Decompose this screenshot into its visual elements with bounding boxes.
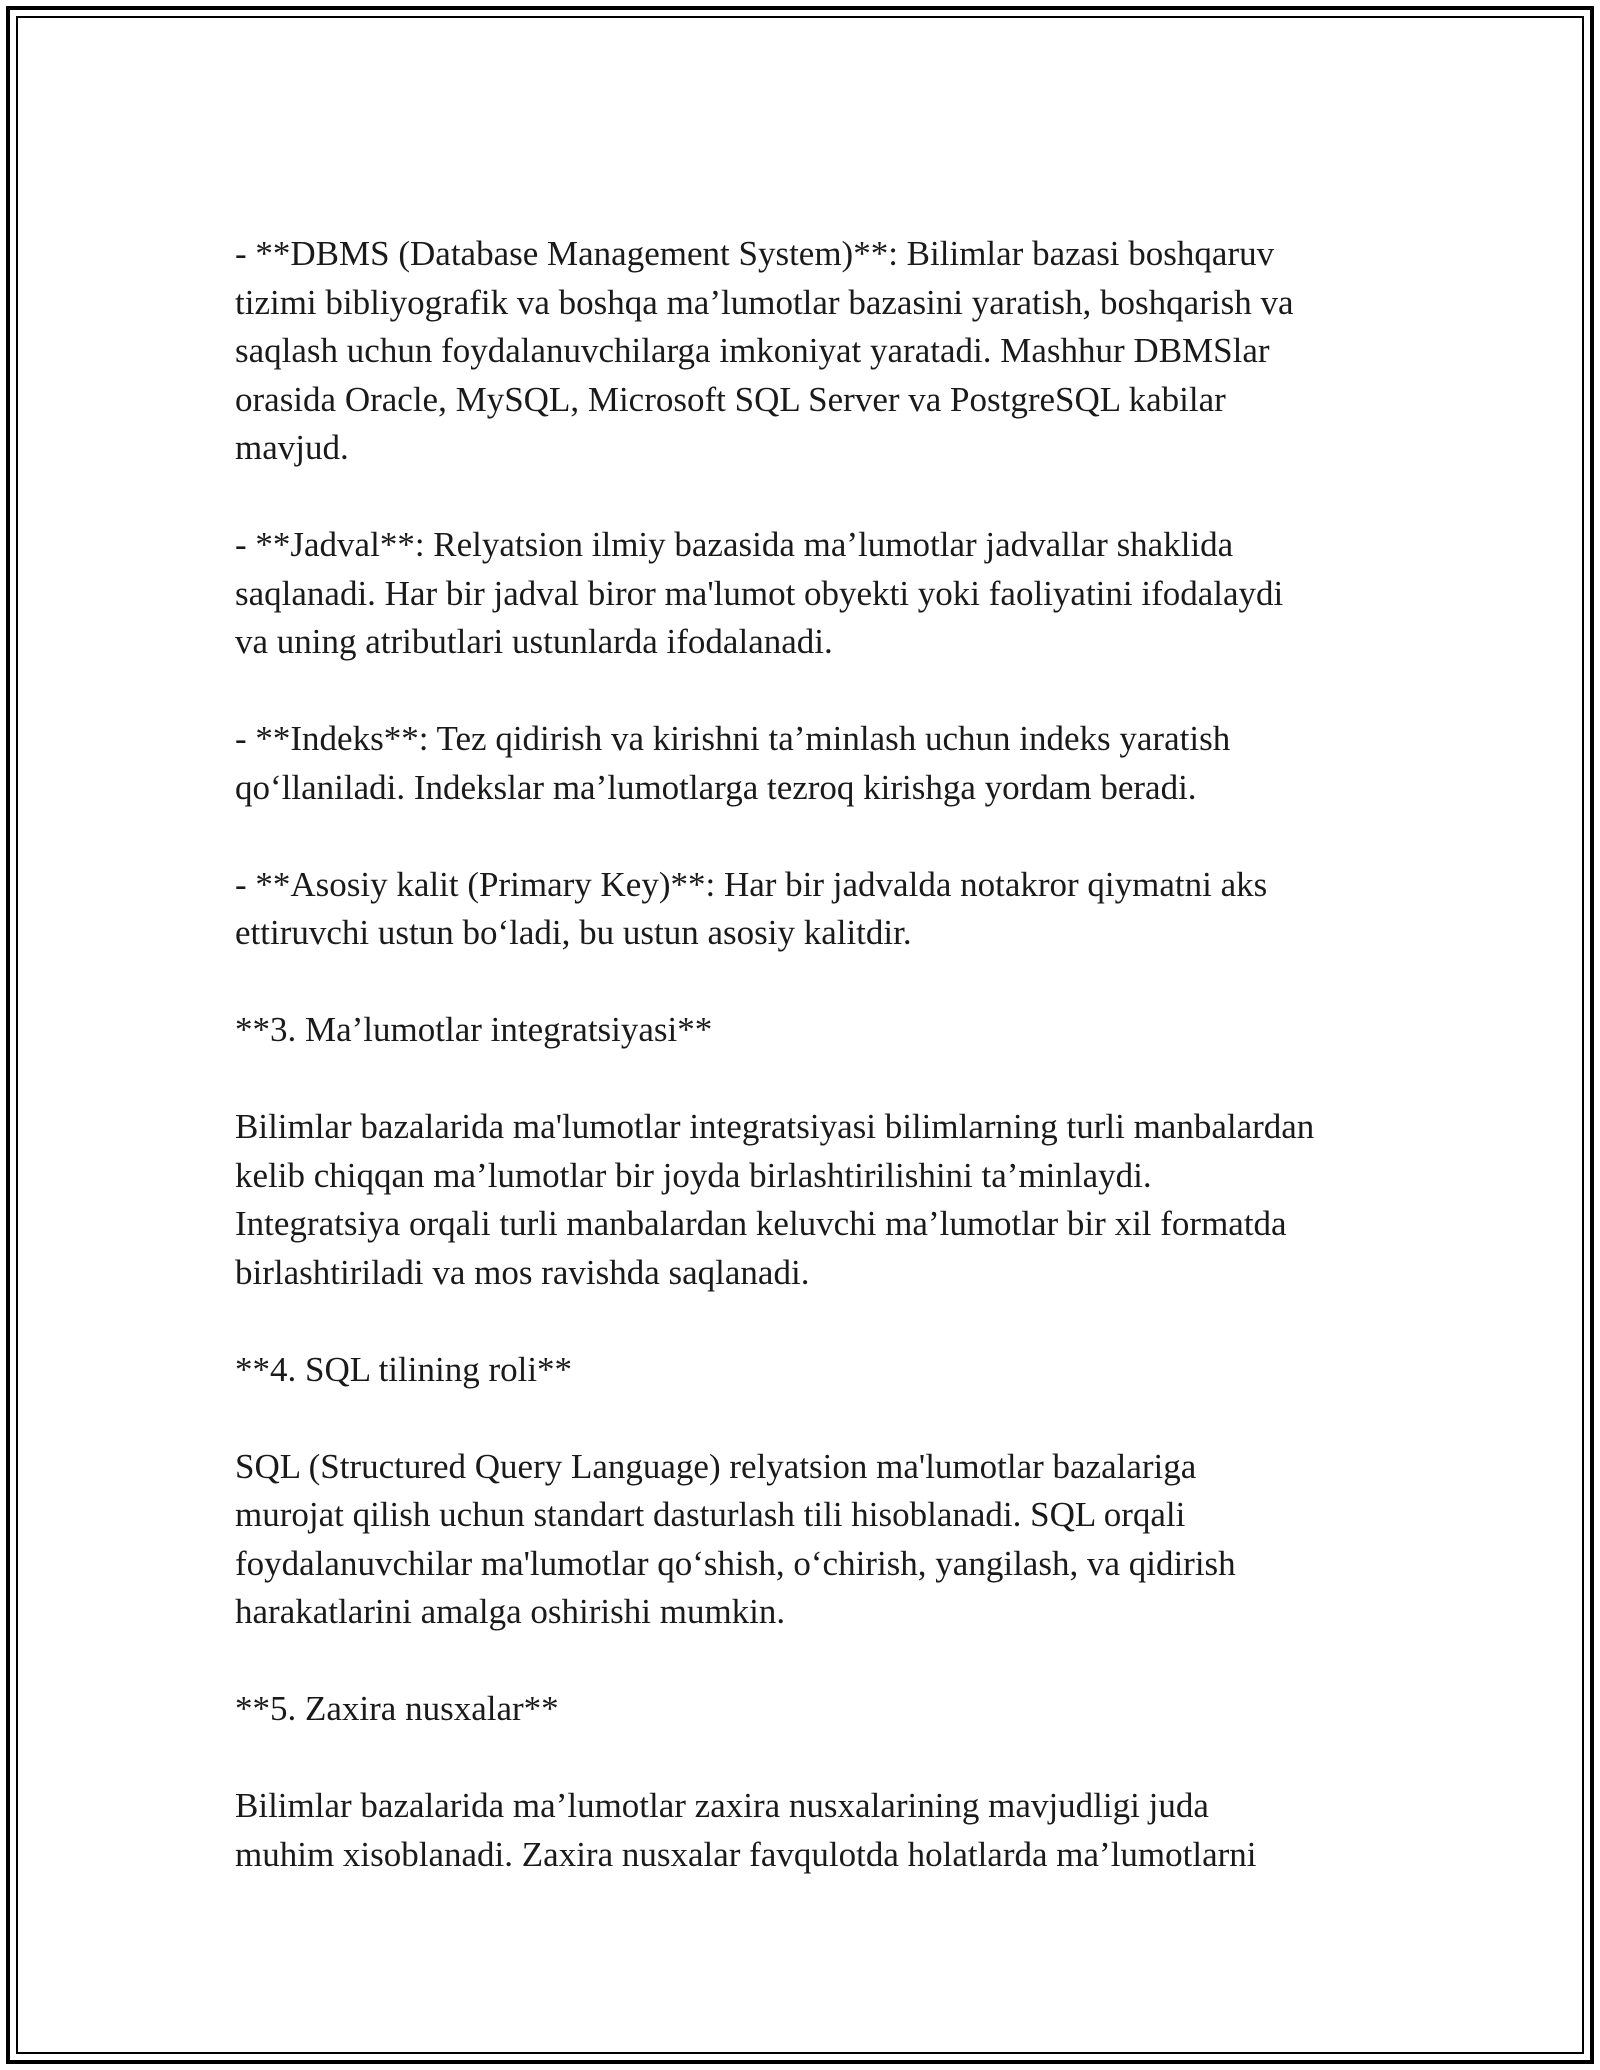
text-line: harakatlarini amalga oshirishi mumkin. <box>235 1592 786 1631</box>
text-line: saqlash uchun foydalanuvchilarga imkoniyat yaratadi. Mashhur DBMSlar <box>235 331 1270 370</box>
text-line: orasida Oracle, MySQL, Microsoft SQL Server va PostgreSQL kabilar <box>235 379 1226 419</box>
section-heading-backup <box>235 1685 1385 1734</box>
text-line: foydalanuvchilar ma'lumotlar qo‘shish, o‘chirish, yangilash, va qidirish <box>235 1543 1236 1583</box>
heading-line: **4. SQL tilining roli** <box>235 1349 573 1389</box>
text-line: tizimi bibliyografik va boshqa ma’lumotlar bazasini yaratish, boshqarish va <box>235 282 1294 322</box>
text-line: qo‘llaniladi. Indekslar ma’lumotlarga tezroq kirishga yordam beradi. <box>235 767 1197 807</box>
text-line: Bilimlar bazalarida ma'lumotlar integratsiyasi bilimlarning turli manbalardan <box>235 1107 1315 1146</box>
paragraph-backup <box>235 1782 1385 1879</box>
text-line: - **Indeks**: Tez qidirish va kirishni ta’minlash uchun indeks yaratish <box>235 719 1231 758</box>
text-line: SQL (Structured Query Language) relyatsion ma'lumotlar bazalariga <box>235 1446 1197 1486</box>
paragraph-dbms <box>235 230 1385 473</box>
text-line: ettiruvchi ustun bo‘ladi, bu ustun asosiy kalitdir. <box>235 913 912 952</box>
section-heading-sql <box>235 1346 1385 1395</box>
heading-line: **5. Zaxira nusxalar** <box>235 1689 559 1728</box>
text-line: - **Jadval**: Relyatsion ilmiy bazasida ma’lumotlar jadvallar shaklida <box>235 525 1234 564</box>
text-line: murojat qilish uchun standart dasturlash tili hisoblanadi. SQL orqali <box>235 1495 1186 1534</box>
text-line: saqlanadi. Har bir jadval biror ma'lumot obyekti yoki faoliyatini ifodalaydi <box>235 573 1284 613</box>
document-body <box>235 230 1385 1928</box>
heading-line: **3. Ma’lumotlar integratsiyasi** <box>235 1010 713 1049</box>
paragraph-indeks <box>235 715 1385 812</box>
text-line: birlashtiriladi va mos ravishda saqlanadi. <box>235 1252 810 1292</box>
text-line: muhim xisoblanadi. Zaxira nusxalar favqulotda holatlarda ma’lumotlarni <box>235 1834 1257 1874</box>
text-line: Integratsiya orqali turli manbalardan keluvchi ma’lumotlar bir xil formatda <box>235 1204 1287 1243</box>
paragraph-sql <box>235 1443 1385 1637</box>
paragraph-primary-key <box>235 861 1385 958</box>
paragraph-jadval <box>235 521 1385 667</box>
text-line: - **Asosiy kalit (Primary Key)**: Har bir jadvalda notakror qiymatni aks <box>235 864 1268 904</box>
text-line: kelib chiqqan ma’lumotlar bir joyda birlashtirilishini ta’minlaydi. <box>235 1155 1152 1195</box>
text-line: va uning atributlari ustunlarda ifodalanadi. <box>235 622 833 661</box>
text-line: Bilimlar bazalarida ma’lumotlar zaxira nusxalarining mavjudligi juda <box>235 1786 1209 1825</box>
paragraph-integration <box>235 1103 1385 1297</box>
text-line: mavjud. <box>235 428 349 467</box>
text-line: - **DBMS (Database Management System)**: Bilimlar bazasi boshqaruv <box>235 234 1275 273</box>
section-heading-integration <box>235 1006 1385 1055</box>
